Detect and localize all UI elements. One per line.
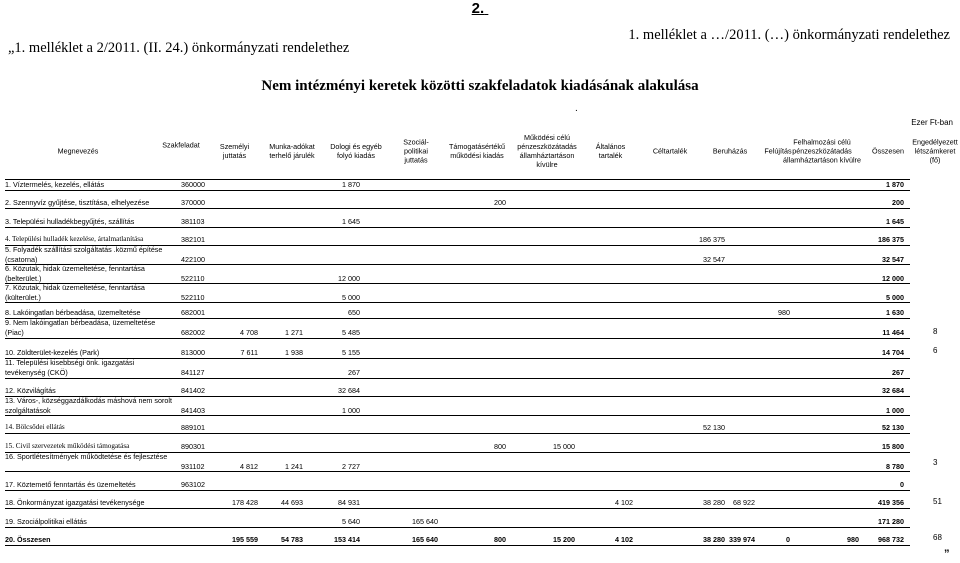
- row-cell-ossz: 15 800: [882, 442, 904, 451]
- row-cell-ossz: 1 630: [886, 308, 904, 317]
- amendment-note-left: „1. melléklet a 2/2011. (II. 24.) önkormányzati rendelethez: [8, 40, 350, 56]
- row-szakfeladat: 360000: [181, 180, 205, 189]
- row-cell-ber: 32 547: [703, 255, 725, 264]
- row-cell-dologi: 12 000: [338, 274, 360, 283]
- table-row: [0, 217, 960, 227]
- row-cell-ossz: 419 356: [878, 498, 904, 507]
- row-szakfeladat: 931102: [181, 462, 205, 471]
- row-szakfeladat: 813000: [181, 348, 205, 357]
- row-cell-munka: 44 693: [281, 498, 303, 507]
- row-name: 15. Civil szervezetek működési támogatása: [5, 442, 130, 450]
- row-cell-ossz: 186 375: [878, 235, 904, 244]
- row-cell-dologi: 84 931: [338, 498, 360, 507]
- row-cell-fel: 980: [778, 308, 790, 317]
- row-cell-dologi: 1 870: [342, 180, 360, 189]
- row-cell-dologi: 5 640: [342, 517, 360, 526]
- row-cell-dologi: 267: [348, 368, 360, 377]
- row-cell-szem: 4 812: [240, 462, 258, 471]
- row-name: 1. Víztermelés, kezelés, ellátás: [5, 180, 105, 189]
- row-szakfeladat: 963102: [181, 480, 205, 489]
- row-cell-dologi: 32 684: [338, 386, 360, 395]
- row-name: 19. Szociálpolitikai ellátás: [5, 517, 87, 526]
- page-number: 2.: [471, 0, 485, 17]
- row-cell-ber: 38 280: [703, 535, 725, 544]
- row-cell-szoc: 165 640: [412, 517, 438, 526]
- row-separator: [5, 338, 910, 339]
- row-name: 17. Köztemető fenntartás és üzemeltetés: [5, 480, 136, 489]
- row-name: 9. Nem lakóingatlan bérbeadása, üzemeltetése (Piac): [5, 318, 156, 337]
- row-name: 8. Lakóingatlan bérbeadása, üzemeltetése: [5, 308, 141, 317]
- closing-quote: ”: [944, 548, 950, 560]
- row-name: 2. Szennyvíz gyűjtése, tisztítása, elhelyezése: [5, 198, 150, 207]
- row-cell-fel: 0: [786, 535, 790, 544]
- row-szakfeladat: 682001: [181, 308, 205, 317]
- row-cell-dologi: 5 485: [342, 328, 360, 337]
- headcount-8: 8: [933, 327, 938, 336]
- row-cell-szem: 7 611: [240, 348, 258, 357]
- header-celtartalek: Céltartalék: [652, 146, 688, 156]
- row-cell-ossz2: 980: [847, 535, 859, 544]
- headcount-68: 68: [933, 533, 942, 542]
- table-row: [0, 235, 960, 245]
- row-cell-munka: 54 783: [281, 535, 303, 544]
- table-header: [0, 130, 960, 180]
- row-separator: [5, 208, 910, 209]
- row-cell-mukp: 800: [494, 535, 506, 544]
- row-cell-dologi: 2 727: [342, 462, 360, 471]
- table-row: [0, 348, 960, 358]
- row-cell-cel: 4 102: [615, 498, 633, 507]
- row-cell-ossz: 14 704: [882, 348, 904, 357]
- row-cell-ossz: 267: [892, 368, 904, 377]
- row-name: 16. Sportlétesítmények működtetése és fejlesztése: [5, 452, 168, 461]
- row-name: 13. Város-, községgazdálkodás máshová nem sorolt szolgáltatások: [5, 396, 172, 415]
- row-szakfeladat: 381103: [181, 217, 205, 226]
- row-name: 10. Zöldterület-kezelés (Park): [5, 348, 100, 357]
- row-separator: [5, 378, 910, 379]
- row-cell-ossz: 11 464: [882, 328, 904, 337]
- table-row: [0, 245, 960, 264]
- row-szakfeladat: 890301: [181, 442, 205, 451]
- row-cell-ossz: 1 645: [886, 217, 904, 226]
- row-szakfeladat: 522110: [181, 293, 205, 302]
- row-separator: [5, 527, 910, 528]
- row-cell-ossz: 968 732: [878, 535, 904, 544]
- table-row: [0, 358, 960, 378]
- row-cell-dologi: 1 645: [342, 217, 360, 226]
- row-szakfeladat: 382101: [181, 235, 205, 244]
- row-name: 5. Folyadék szállítási szolgáltatás .közmű építése (csatorna): [5, 245, 163, 264]
- row-cell-ossz: 0: [900, 480, 904, 489]
- row-cell-ossz: 12 000: [882, 274, 904, 283]
- amendment-note-right: 1. melléklet a …/2011. (…) önkormányzati rendelethez: [628, 27, 950, 43]
- header-megnevezes: Megnevezés: [57, 146, 99, 156]
- row-cell-szem: 4 708: [240, 328, 258, 337]
- table-row: [0, 318, 960, 338]
- row-cell-szem: 195 559: [232, 535, 258, 544]
- row-separator: [5, 508, 910, 509]
- row-szakfeladat: 841402: [181, 386, 205, 395]
- row-cell-ossz: 32 684: [882, 386, 904, 395]
- table-row: [0, 517, 960, 527]
- row-cell-szem: 178 428: [232, 498, 258, 507]
- header-felujitas: Felújítás: [764, 146, 792, 156]
- unit-label: Ezer Ft-ban: [911, 118, 953, 127]
- row-separator: [5, 190, 910, 191]
- row-separator: [5, 545, 910, 546]
- row-cell-dologi: 650: [348, 308, 360, 317]
- table-row: [0, 423, 960, 433]
- table-row: [0, 180, 960, 190]
- row-cell-ber: 38 280: [703, 498, 725, 507]
- row-name: 11. Települési kisebbségi önk. igazgatási tevékenység (CKÖ): [5, 358, 135, 377]
- row-cell-dologi: 5 155: [342, 348, 360, 357]
- row-name: 6. Közutak, hidak üzemeltetése, fenntartása (belterület.): [5, 264, 145, 283]
- row-cell-alt: 15 200: [553, 535, 575, 544]
- row-cell-ossz: 200: [892, 198, 904, 207]
- page-title: Nem intézményi keretek közötti szakfeladatok kiadásának alakulása: [261, 78, 699, 94]
- row-cell-ossz: 5 000: [886, 293, 904, 302]
- header-tamogatas: Támogatásértékű működési kiadás: [449, 142, 505, 160]
- row-cell-dologi: 5 000: [342, 293, 360, 302]
- header-szakfeladat: Szakfeladat: [162, 140, 200, 150]
- row-cell-mukp: 800: [494, 442, 506, 451]
- row-szakfeladat: 841127: [181, 368, 205, 377]
- row-cell-felh: 339 974: [729, 535, 755, 544]
- headcount-6: 6: [933, 346, 938, 355]
- row-cell-munka: 1 938: [285, 348, 303, 357]
- row-name: 3. Települési hulladékbegyűjtés, szállítás: [5, 217, 135, 226]
- row-separator: [5, 227, 910, 228]
- table-row: [0, 396, 960, 415]
- headcount-3: 3: [933, 458, 938, 467]
- row-cell-ossz: 32 547: [882, 255, 904, 264]
- row-cell-dologi: 153 414: [334, 535, 360, 544]
- row-separator: [5, 490, 910, 491]
- header-separator: [5, 179, 910, 180]
- row-name: 7. Közutak, hidak üzemeltetése, fenntartása (külterület.): [5, 283, 145, 302]
- row-name: 18. Önkormányzat igazgatási tevékenysége: [5, 498, 145, 507]
- row-separator: [5, 415, 910, 416]
- table-row: [0, 452, 960, 471]
- header-mukodesi-penzeszkoz: Működési célú pénzeszközátadás államháztartáson kívülre: [517, 133, 577, 169]
- header-letszamkeret: Engedélyezett létszámkeret (fő): [912, 137, 958, 165]
- header-altalanos-tartalek: Általános tartalék: [595, 142, 626, 160]
- row-cell-mukp: 200: [494, 198, 506, 207]
- row-cell-ossz: 1 000: [886, 406, 904, 415]
- row-name: 4. Települési hulladék kezelése, ártalmatlanítása: [5, 235, 144, 243]
- header-beruhazas: Beruházás: [712, 146, 748, 156]
- row-name: 14. Bölcsődei ellátás: [5, 423, 65, 431]
- row-separator: [5, 433, 910, 434]
- headcount-51: 51: [933, 497, 942, 506]
- row-cell-ber: 186 375: [699, 235, 725, 244]
- table-row: [0, 535, 960, 545]
- row-cell-ossz: 1 870: [886, 180, 904, 189]
- row-name: 12. Közvilágítás: [5, 386, 56, 395]
- row-szakfeladat: 682002: [181, 328, 205, 337]
- row-name: 20. Összesen: [5, 535, 51, 544]
- row-cell-szoc: 165 640: [412, 535, 438, 544]
- row-cell-cel: 4 102: [615, 535, 633, 544]
- row-cell-ossz: 171 280: [878, 517, 904, 526]
- row-cell-ossz: 52 130: [882, 423, 904, 432]
- row-szakfeladat: 370000: [181, 198, 205, 207]
- table-row: [0, 198, 960, 208]
- header-szocpol: Szociál-politikai juttatás: [403, 137, 429, 165]
- table-row: [0, 480, 960, 490]
- row-cell-ossz: 8 780: [886, 462, 904, 471]
- header-dologi: Dologi és egyéb folyó kiadás: [330, 142, 382, 160]
- row-cell-munka: 1 271: [285, 328, 303, 337]
- header-szemelyi: Személyi juttatás: [219, 142, 250, 160]
- table-row: [0, 264, 960, 283]
- dot-mark: .: [575, 103, 578, 114]
- row-cell-munka: 1 241: [285, 462, 303, 471]
- row-separator: [5, 471, 910, 472]
- row-szakfeladat: 422100: [181, 255, 205, 264]
- row-szakfeladat: 889101: [181, 423, 205, 432]
- header-munkaado: Munka-adókat terhelő járulék: [269, 142, 315, 160]
- table-row: [0, 442, 960, 452]
- row-separator: [5, 302, 910, 303]
- row-cell-alt: 15 000: [553, 442, 575, 451]
- row-szakfeladat: 841403: [181, 406, 205, 415]
- header-felhalmozasi-penzeszkoz: Felhalmozási célú pénzeszközátadás államháztartáson kívülre: [783, 137, 861, 165]
- row-cell-ber: 52 130: [703, 423, 725, 432]
- table-row: [0, 386, 960, 396]
- table-row: [0, 498, 960, 508]
- table-row: [0, 308, 960, 318]
- row-cell-felh: 68 922: [733, 498, 755, 507]
- row-szakfeladat: 522110: [181, 274, 205, 283]
- table-row: [0, 283, 960, 302]
- row-cell-dologi: 1 000: [342, 406, 360, 415]
- header-osszesen: Összesen: [872, 146, 904, 156]
